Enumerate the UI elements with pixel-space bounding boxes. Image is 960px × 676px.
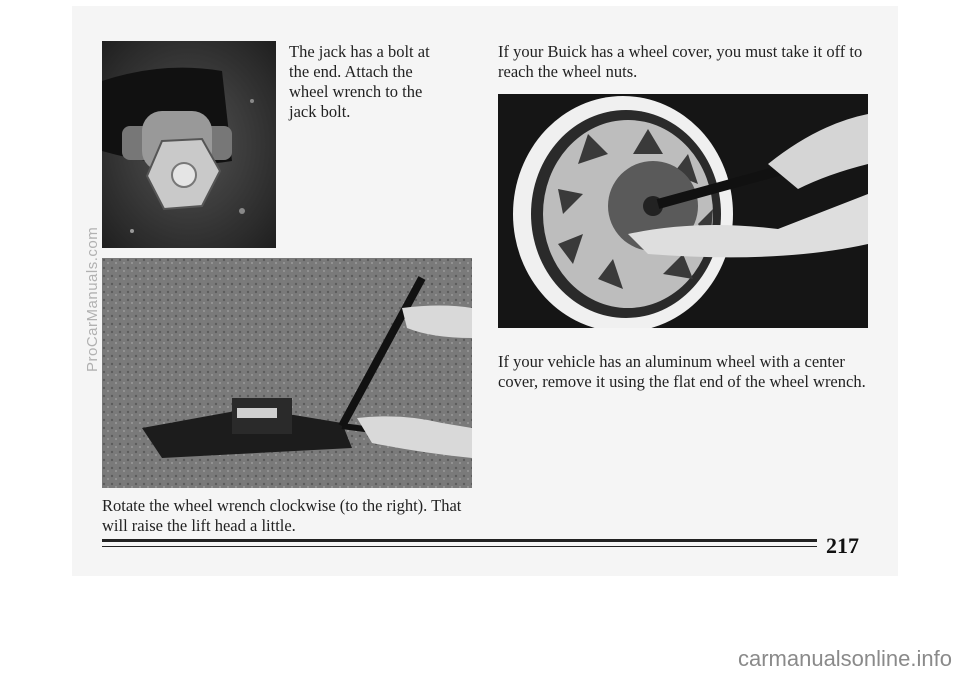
wheel-cover-caption: If your Buick has a wheel cover, you must take it off to reach the wheel nuts. bbox=[498, 42, 863, 81]
wheel-cover-photo bbox=[498, 94, 868, 328]
footer-rule-thick bbox=[102, 539, 817, 542]
side-watermark: ProCarManuals.com bbox=[84, 226, 101, 372]
footer-rule-thin bbox=[102, 546, 817, 547]
jack-bolt-caption: The jack has a bolt at the end. Attach the wheel wrench to the jack bolt. bbox=[289, 42, 430, 121]
bottom-watermark: carmanualsonline.info bbox=[737, 646, 952, 671]
page-number: 217 bbox=[826, 533, 859, 558]
jack-bolt-photo bbox=[102, 41, 276, 248]
aluminum-wheel-caption: If your vehicle has an aluminum wheel with a center cover, remove it using the flat end of the wheel wrench. bbox=[498, 352, 866, 391]
jack-wrench-photo bbox=[102, 258, 472, 488]
rotate-wrench-caption: Rotate the wheel wrench clockwise (to the right). That will raise the lift head a little. bbox=[102, 496, 462, 535]
